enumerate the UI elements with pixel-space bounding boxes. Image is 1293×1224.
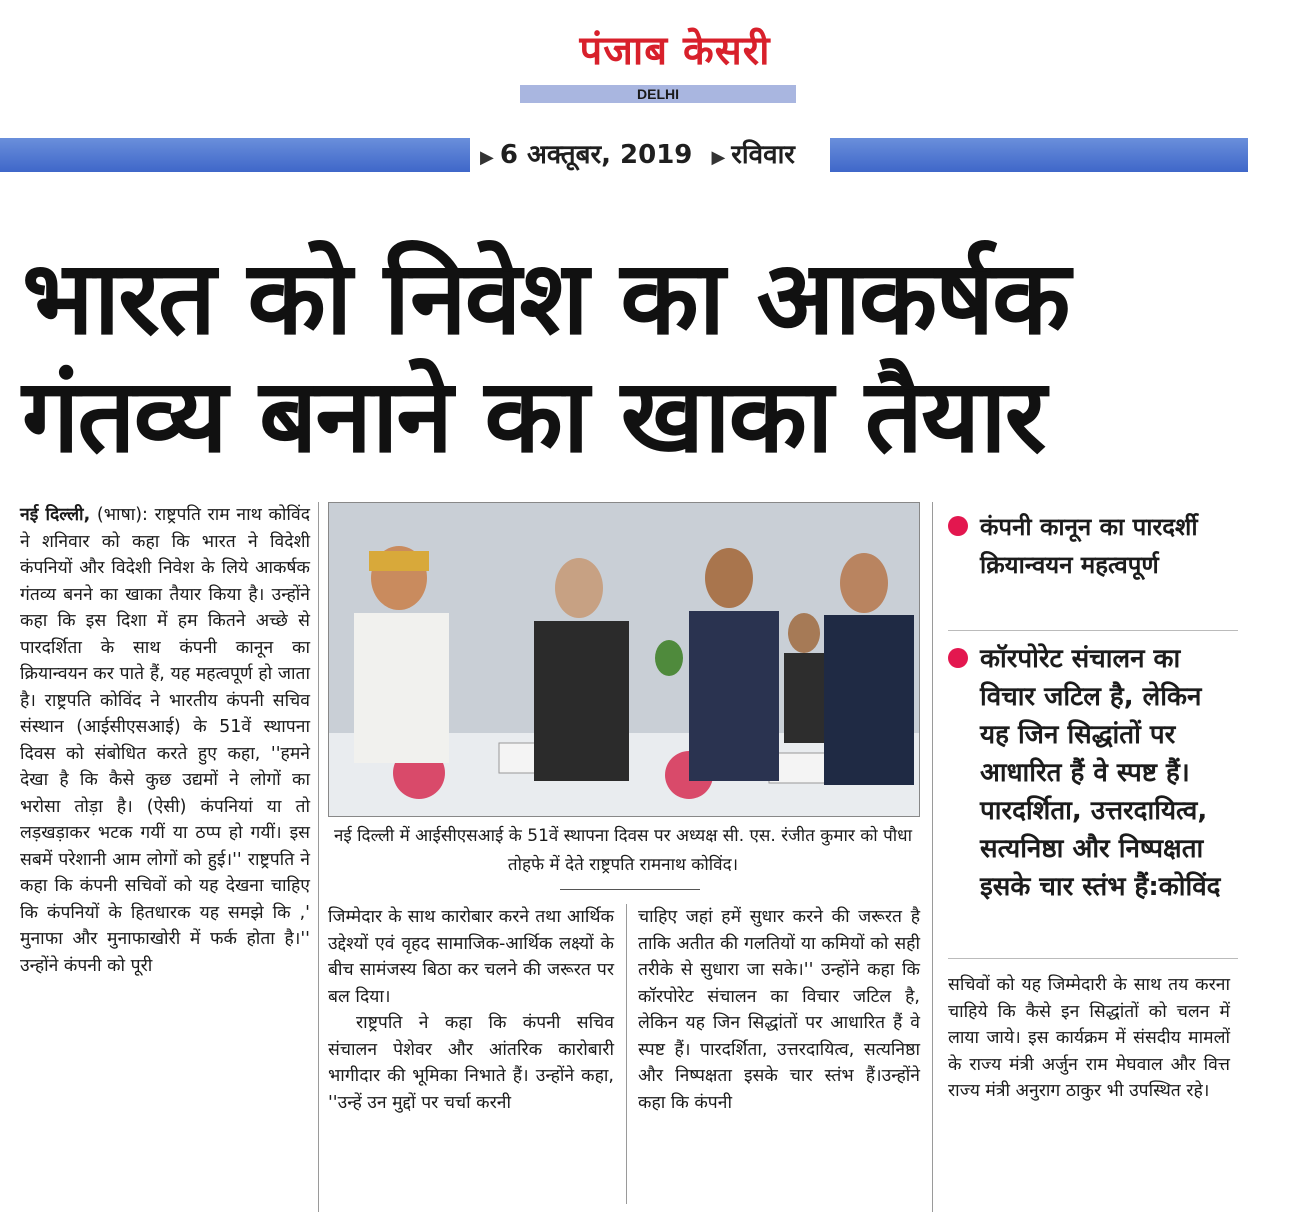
highlight-divider [948, 958, 1238, 959]
article-column-4: सचिवों को यह जिम्मेदारी के साथ तय करना चाहिये कि कैसे इन सिद्धांतों को चलन में लाया जाये। इस कार्यक्रम में संसदीय मामलों के राज्य मंत्री अर्जुन राम मेघवाल और वित्त राज्य मंत्री अनुराग ठाकुर भी उपस्थित रहे। [948, 975, 1230, 1101]
column-divider [626, 904, 627, 1204]
bullet-dot-icon [948, 648, 968, 668]
article-column-2 [328, 904, 614, 1116]
edition-label: DELHI [637, 86, 679, 102]
issue-date-line [470, 126, 830, 184]
play-arrow-icon: ▶ [711, 147, 726, 168]
issue-weekday: रविवार [731, 140, 795, 170]
column-divider [932, 502, 933, 1212]
header-color-band-right [830, 138, 1248, 172]
column-divider [318, 502, 319, 1212]
highlight-divider [948, 630, 1238, 631]
article-column-1-text: (भाषा): राष्ट्रपति राम नाथ कोविंद ने शनिवार को कहा कि भारत ने विदेशी कंपनियों और विदेशी निवेश के लिये आकर्षक गंतव्य बनने का खाका तैयार किया है। उन्होंने कहा कि इस दिशा में हम कितने अच्छे से पारदर्शिता के साथ कंपनी कानून का क्रियान्वयन कर पाते हैं, यह महत्वपूर्ण हो जाता है। राष्ट्रपति कोविंद ने भारतीय कंपनी सचिव संस्थान (आईसीएसआई) के 51वें स्थापना दिवस को संबोधित करते हुए कहा, ''हमने देखा है कि कैसे कुछ उद्यमों ने लोगों का भरोसा तोड़ा है। (ऐसी) कंपनियां या तो लड़खड़ाकर भटक गयीं या ठप्प हो गयीं। इस सबमें परेशानी आम लोगों को हुई।'' राष्ट्रपति ने कहा कि कंपनी सचिवों को यह देखना चाहिए कि कंपनियों के हितधारक यह समझे कि ,' मुनाफा और मुनाफाखोरी में फर्क होता है।'' उन्होंने कंपनी को पूरी [20, 505, 310, 976]
header-color-band-left [0, 138, 470, 172]
issue-date: 6 अक्तूबर, 2019 [499, 140, 693, 170]
highlight-text-2: कॉरपोरेट संचालन का विचार जटिल है, लेकिन यह जिन सिद्धांतों पर आधारित हैं वे स्पष्ट हैं। पारदर्शिता, उत्तरदायित्व, सत्यनिष्ठा और निष्पक्षता इसके चार स्तंभ हैं:कोविंद [980, 644, 1221, 902]
article-column-1 [20, 502, 310, 979]
photo-caption: नई दिल्ली में आईसीएसआई के 51वें स्थापना दिवस पर अध्यक्ष सी. एस. रंजीत कुमार को पौधा तोहफे में देते राष्ट्रपति रामनाथ कोविंद। [333, 826, 913, 875]
newspaper-logo: पंजाब केसरी [579, 27, 771, 74]
play-arrow-icon: ▶ [480, 147, 494, 168]
article-column-3: चाहिए जहां हमें सुधार करने की जरूरत है ताकि अतीत की गलतियों या कमियों को सही तरीके से सुधारा जा सके।'' उन्होंने कहा कि कॉरपोरेट संचालन का विचार जटिल है, लेकिन यह जिन सिद्धांतों पर आधारित हैं वे स्पष्ट हैं। पारदर्शिता, उत्तरदायित्व, सत्यनिष्ठा और निष्पक्षता इसके चार स्तंभ हैं।उन्होंने कहा कि कंपनी [638, 907, 920, 1113]
headline-line-1: भारत को निवेश का आकर्षक [22, 239, 1069, 358]
article-dateline: नई दिल्ली, [20, 505, 91, 525]
highlight-text-1: कंपनी कानून का पारदर्शी क्रियान्वयन महत्वपूर्ण [980, 513, 1198, 579]
article-column-2-paragraph-2: राष्ट्रपति ने कहा कि कंपनी सचिव संचालन पेशेवर और आंतरिक कारोबारी भागीदार की भूमिका निभाते हैं। उन्होंने कहा, ''उन्हें उन मुद्दों पर चर्चा करनी [328, 1013, 614, 1113]
caption-underline [560, 889, 700, 890]
highlight-point-2 [948, 640, 1238, 906]
article-headline [22, 240, 1242, 476]
highlight-point-1 [948, 508, 1238, 584]
headline-line-2: गंतव्य बनाने का खाका तैयार [22, 357, 1045, 476]
photo-illustration [329, 503, 919, 816]
news-photo [328, 502, 920, 817]
bullet-dot-icon [948, 516, 968, 536]
article-column-2-paragraph-1: जिम्मेदार के साथ कारोबार करने तथा आर्थिक उद्देश्यों एवं वृहद सामाजिक-आर्थिक लक्ष्यों के बीच सामंजस्य बिठा कर चलने की जरूरत पर बल दिया। [328, 907, 614, 1007]
